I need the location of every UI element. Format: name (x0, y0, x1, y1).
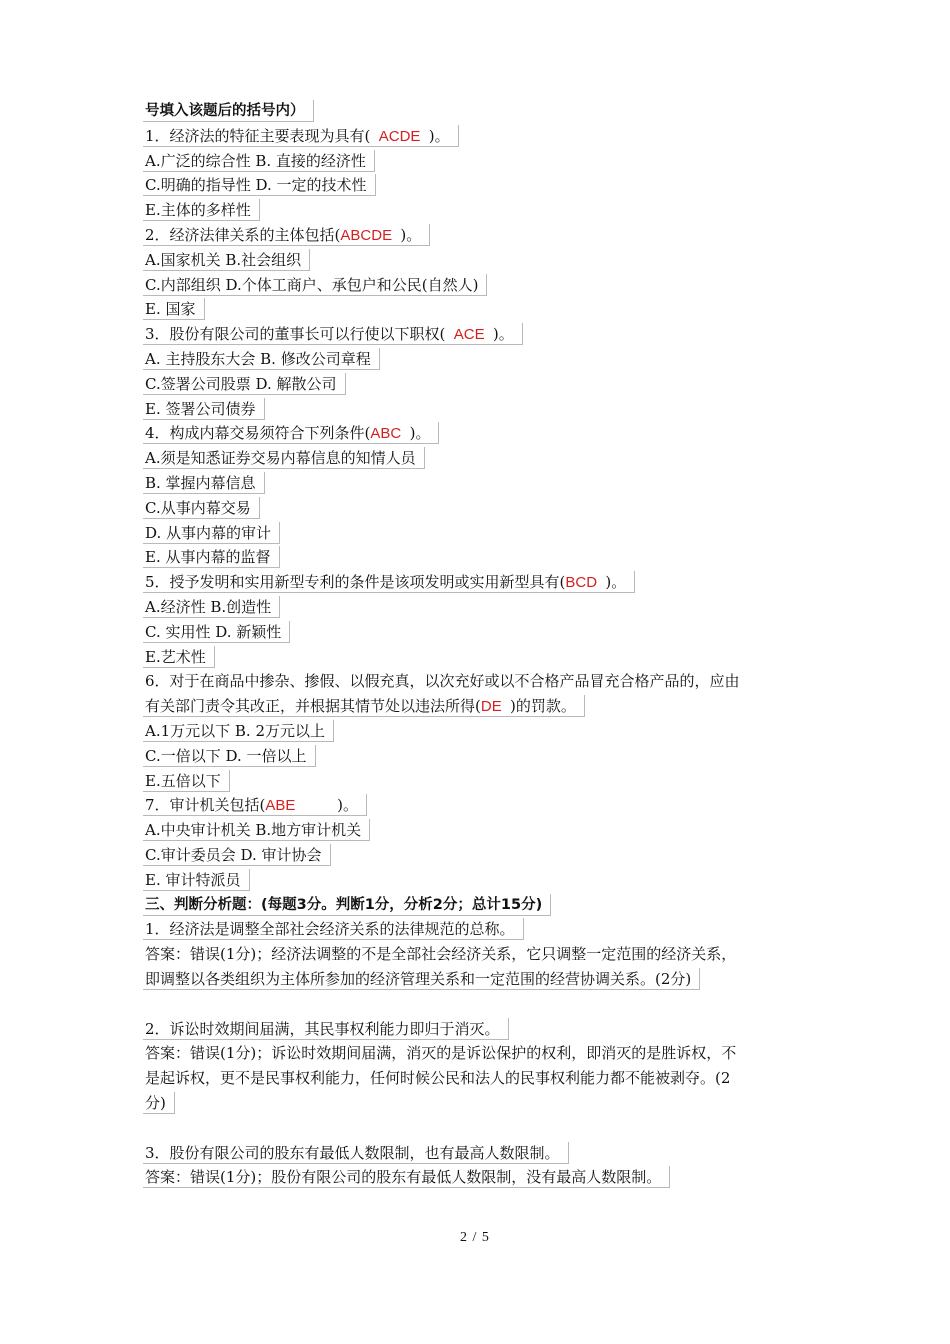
blank-line (143, 993, 153, 1015)
document-line (143, 1042, 744, 1064)
document-line (143, 323, 523, 345)
line-text: 1．经济法是调整全部社会经济关系的法律规范的总称。 (145, 920, 515, 939)
line-text: C. 实用性 D. 新颖性 (145, 622, 282, 641)
line-text-tail: )。 (605, 573, 627, 592)
line-text: A.须是知悉证券交易内幕信息的知情人员 (145, 449, 416, 468)
document-line (143, 497, 260, 519)
document-line (143, 199, 260, 221)
line-text: 分) (145, 1094, 166, 1112)
line-text: 号填入该题后的括号内） (145, 103, 305, 119)
document-line (143, 472, 265, 494)
document-line (143, 943, 744, 965)
line-text: 6．对于在商品中掺杂、掺假、以假充真，以次充好或以不合格产品冒充合格产品的，应由 (145, 672, 740, 691)
answer-text: ACDE (370, 127, 429, 145)
document-line (143, 522, 280, 544)
document-line (143, 298, 205, 320)
document-line (143, 770, 230, 792)
line-text-tail: )。 (428, 126, 450, 145)
document-line (143, 844, 331, 866)
line-text-tail: )。 (400, 226, 422, 244)
document-line (143, 745, 316, 767)
document-line (143, 348, 380, 370)
document-line (143, 571, 635, 593)
document-line (143, 546, 280, 568)
document-line (143, 100, 314, 122)
answer-text: DE (480, 698, 511, 716)
document-line (143, 1166, 670, 1188)
line-text-tail: )的罚款。 (510, 697, 576, 716)
line-text: 是起诉权，更不是民事权利能力，任何时候公民和法人的民事权利能力都不能被剥夺。(2 (145, 1069, 731, 1088)
line-text: A.中央审计机关 B.地方审计机关 (145, 821, 362, 840)
line-text: A.广泛的综合性 B. 直接的经济性 (145, 151, 366, 170)
line-text: E.艺术性 (145, 647, 206, 666)
line-text: C.从事内幕交易 (145, 498, 251, 517)
line-text: 2．诉讼时效期间届满，其民事权利能力即归于消灭。 (145, 1019, 500, 1038)
document-line (143, 125, 459, 147)
document-line (143, 918, 524, 940)
line-text: A.1万元以下 B. 2万元以上 (145, 722, 326, 740)
answer-text: ABCDE (340, 227, 401, 244)
line-text: 2．经济法律关系的主体包括( (145, 226, 341, 244)
line-text: E. 审计特派员 (145, 870, 241, 889)
document-line (143, 646, 215, 668)
line-text: 有关部门责令其改正，并根据其情节处以违法所得( (145, 697, 481, 716)
document-line (143, 968, 700, 990)
document-line (143, 794, 367, 816)
document-line (143, 373, 346, 395)
line-text: E.五倍以下 (145, 771, 221, 790)
page-number: 2 / 5 (460, 1230, 490, 1245)
document-line (143, 869, 250, 891)
document-line (143, 720, 334, 742)
document-line (143, 621, 290, 643)
line-text: C.审计委员会 D. 审计协会 (145, 846, 322, 864)
answer-text: ABC (370, 425, 410, 443)
line-text: 3．股份有限公司的董事长可以行使以下职权( (145, 325, 446, 344)
document-line (143, 1067, 738, 1089)
line-text: 1．经济法的特征主要表现为具有( (145, 126, 371, 145)
line-text-tail: )。 (337, 796, 358, 815)
line-text: 5．授予发明和实用新型专利的条件是该项发明或实用新型具有( (145, 573, 566, 592)
answer-text: ACE (445, 326, 493, 344)
document-line (143, 398, 265, 420)
line-text: A. 主持股东大会 B. 修改公司章程 (145, 350, 371, 368)
line-text: E. 国家 (145, 300, 196, 319)
line-text: C.一倍以下 D. 一倍以上 (145, 746, 307, 765)
line-text-tail: )。 (409, 424, 431, 443)
document-line (143, 274, 487, 296)
line-text: C.内部组织 D.个体工商户、承包户和公民(自然人) (145, 275, 479, 294)
document-line (143, 894, 551, 916)
blank-line (143, 1117, 153, 1139)
line-text: 答案：错误(1分)；诉讼时效期间届满，消灭的是诉讼保护的权利，即消灭的是胜诉权，不 (145, 1044, 737, 1063)
line-text: E. 从事内幕的监督 (145, 548, 271, 567)
document-line (143, 695, 585, 717)
line-text: D. 从事内幕的审计 (145, 523, 272, 542)
document-line (143, 1142, 569, 1164)
document-line (143, 596, 280, 618)
line-text-tail: )。 (492, 325, 514, 344)
line-text: C.签署公司股票 D. 解散公司 (145, 374, 337, 393)
line-text: 7．审计机关包括( (145, 796, 266, 815)
document-line (143, 150, 375, 172)
line-text: B. 掌握内幕信息 (145, 474, 256, 492)
line-text: E.主体的多样性 (145, 201, 251, 220)
line-text: 三、判断分析题：(每题3分。判断1分，分析2分；总计15分) (145, 896, 543, 913)
document-line (143, 1018, 509, 1040)
document-line (143, 224, 430, 246)
line-text: C.明确的指导性 D. 一定的技术性 (145, 176, 367, 195)
document-line (143, 1092, 175, 1114)
line-text: E. 签署公司债券 (145, 399, 256, 418)
document-line (143, 174, 376, 196)
document-line (143, 819, 370, 841)
document-line (143, 249, 310, 271)
line-text: 3．股份有限公司的股东有最低人数限制，也有最高人数限制。 (145, 1143, 560, 1162)
document-line (143, 447, 425, 469)
answer-text: BCD (565, 574, 606, 592)
line-text: 4．构成内幕交易须符合下列条件( (145, 424, 371, 443)
line-text: A.经济性 B.创造性 (145, 598, 272, 616)
line-text: 答案：错误(1分)；经济法调整的不是全部社会经济关系，它只调整一定范围的经济关系， (145, 945, 737, 964)
document-line (143, 670, 748, 692)
line-text: 答案：错误(1分)；股份有限公司的股东有最低人数限制，没有最高人数限制。 (145, 1168, 662, 1187)
document-line (143, 422, 439, 444)
line-text: 即调整以各类组织为主体所参加的经济管理关系和一定范围的经营协调关系。(2分) (145, 970, 692, 988)
line-text: A.国家机关 B.社会组织 (145, 250, 302, 269)
answer-text: ABE (265, 797, 338, 815)
